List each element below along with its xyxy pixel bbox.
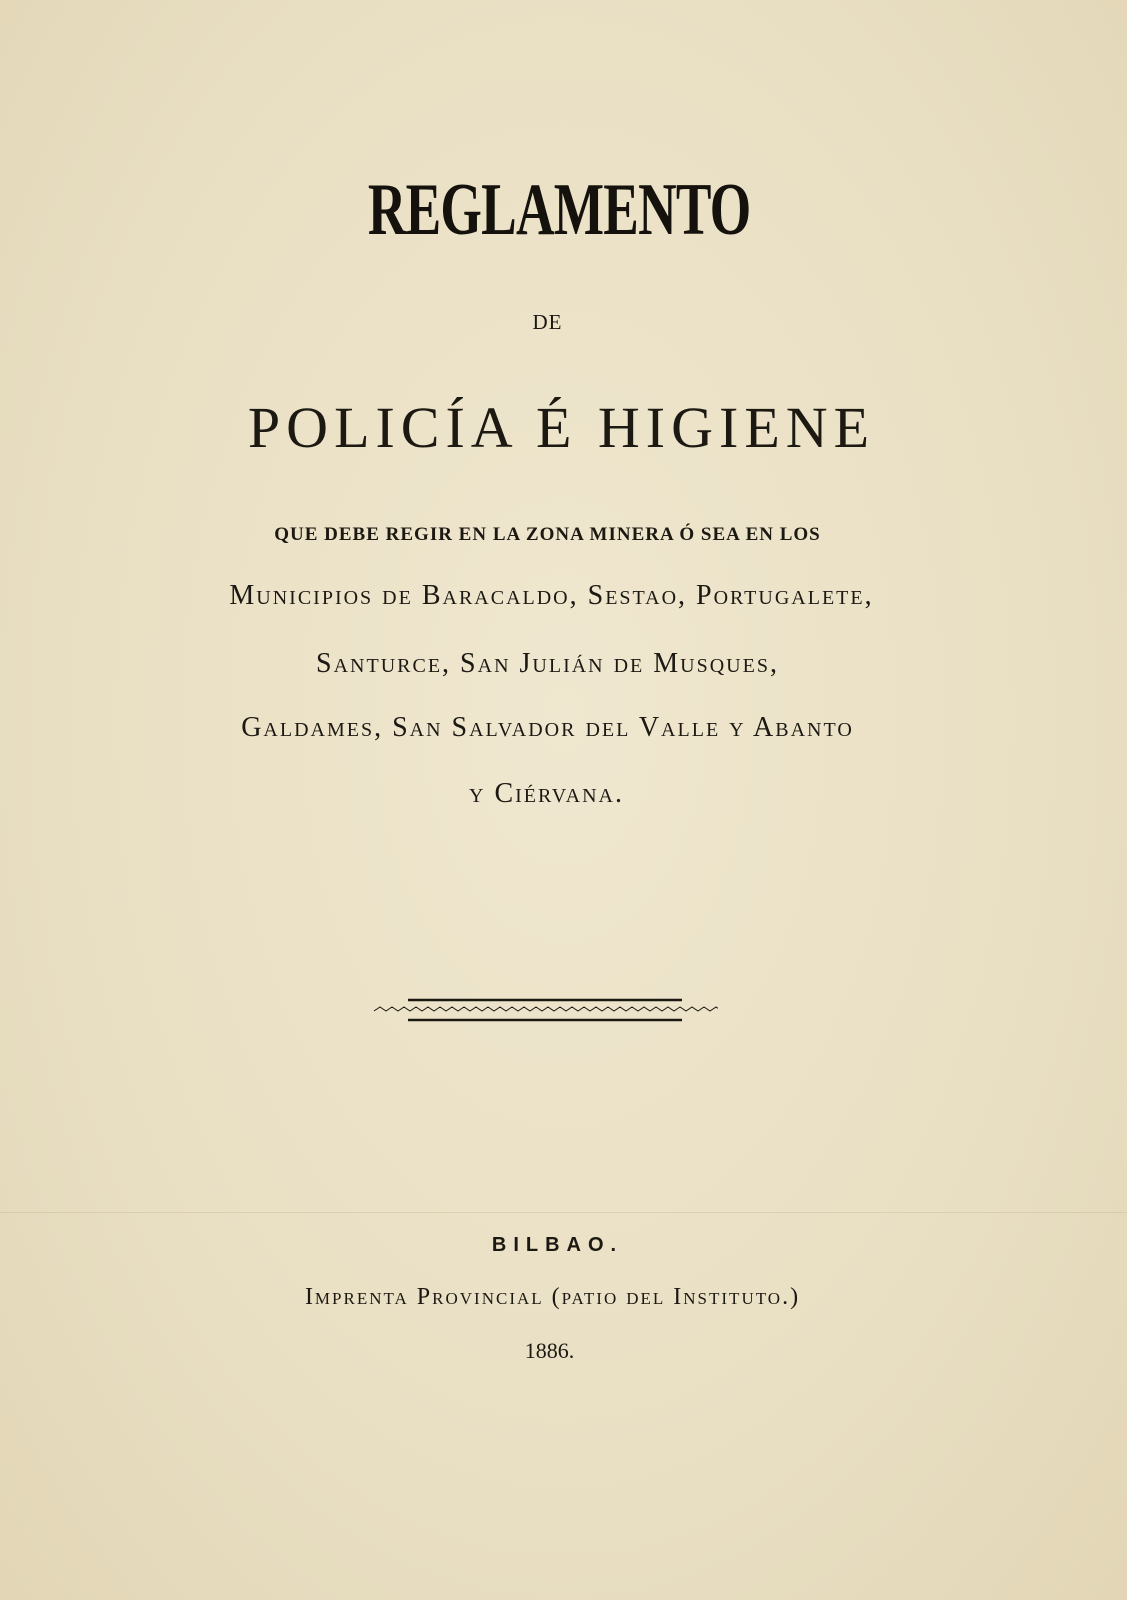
description-line-3: Santurce, San Julián de Musques, [316, 648, 779, 679]
page-title: REGLAMENTO [367, 169, 751, 251]
description-line-5: y Ciérvana. [469, 778, 624, 809]
description-line-1: QUE DEBE REGIR EN LA ZONA MINERA Ó SEA EN LOS [274, 524, 821, 545]
imprint-year: 1886. [524, 1338, 575, 1363]
page-subtitle: POLICÍA É HIGIENE [247, 395, 876, 460]
description-line-2: Municipios de Baracaldo, Sestao, Portugalete, [229, 580, 874, 611]
imprint-printer: Imprenta Provincial (patio del Instituto.) [304, 1284, 801, 1310]
preposition-de: DE [532, 310, 563, 334]
description-line-4: Galdames, San Salvador del Valle y Abanto [241, 712, 854, 743]
imprint-city: BILBAO. [491, 1234, 624, 1256]
paper-fold-line [0, 1212, 1127, 1213]
ornamental-rule [372, 994, 718, 1024]
